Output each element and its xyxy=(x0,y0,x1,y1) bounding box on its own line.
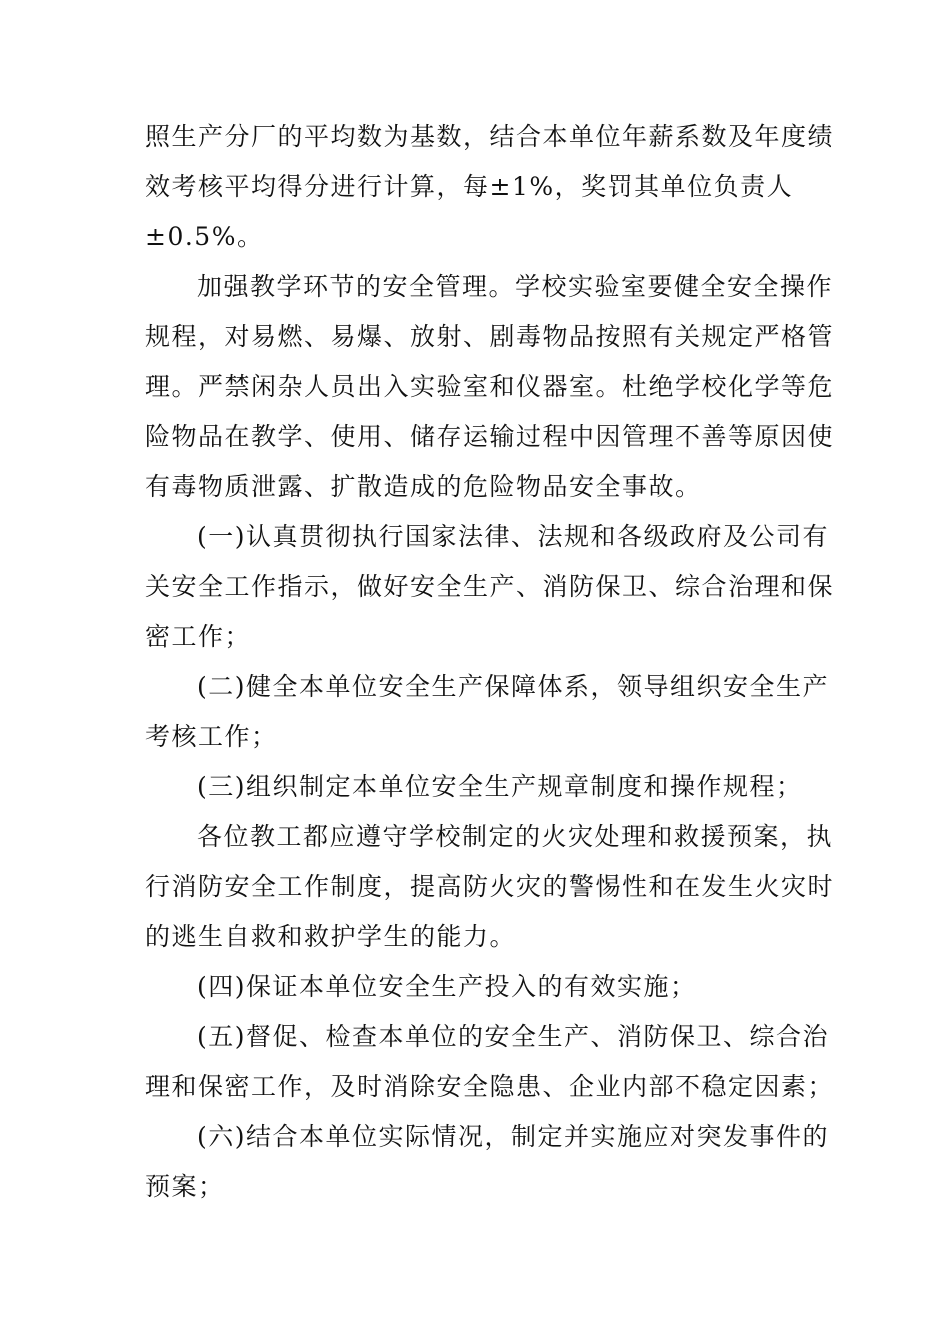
list-item-first-line: (六)结合本单位实际情况，制定并实施应对突发事件的 xyxy=(197,1122,830,1151)
body-line: 行消防安全工作制度，提高防火灾的警惕性和在发生火灾时 xyxy=(145,872,835,901)
body-line: 关安全工作指示，做好安全生产、消防保卫、综合治理和保 xyxy=(145,572,835,601)
list-item-first-line: (一)认真贯彻执行国家法律、法规和各级政府及公司有 xyxy=(197,522,830,551)
body-line: 的逃生自救和救护学生的能力。 xyxy=(145,922,517,951)
paragraph-first-line: 加强教学环节的安全管理。学校实验室要健全安全操作 xyxy=(197,272,834,301)
body-line: 预案； xyxy=(145,1172,225,1201)
body-line: 有毒物质泄露、扩散造成的危险物品安全事故。 xyxy=(145,472,702,501)
body-line: 险物品在教学、使用、储存运输过程中因管理不善等原因使 xyxy=(145,422,835,451)
body-line: 密工作； xyxy=(145,622,252,651)
body-line: 理。严禁闲杂人员出入实验室和仪器室。杜绝学校化学等危 xyxy=(145,372,835,401)
body-line: 理和保密工作，及时消除安全隐患、企业内部不稳定因素； xyxy=(145,1072,835,1101)
list-item-first-line: (五)督促、检查本单位的安全生产、消防保卫、综合治 xyxy=(197,1022,830,1051)
body-line: 考核工作； xyxy=(145,722,278,751)
body-line: 规程，对易燃、易爆、放射、剧毒物品按照有关规定严格管 xyxy=(145,322,835,351)
document-body xyxy=(145,112,835,1212)
list-item-first-line: (三)组织制定本单位安全生产规章制度和操作规程； xyxy=(197,772,803,801)
body-line: ±0.5%。 xyxy=(145,222,264,251)
list-item-first-line: (二)健全本单位安全生产保障体系，领导组织安全生产 xyxy=(197,672,830,701)
body-line: 效考核平均得分进行计算，每±1%，奖罚其单位负责人 xyxy=(145,172,794,201)
list-item-first-line: (四)保证本单位安全生产投入的有效实施； xyxy=(197,972,697,1001)
body-line: 照生产分厂的平均数为基数，结合本单位年薪系数及年度绩 xyxy=(145,122,835,151)
paragraph-first-line: 各位教工都应遵守学校制定的火灾处理和救援预案，执 xyxy=(197,822,834,851)
